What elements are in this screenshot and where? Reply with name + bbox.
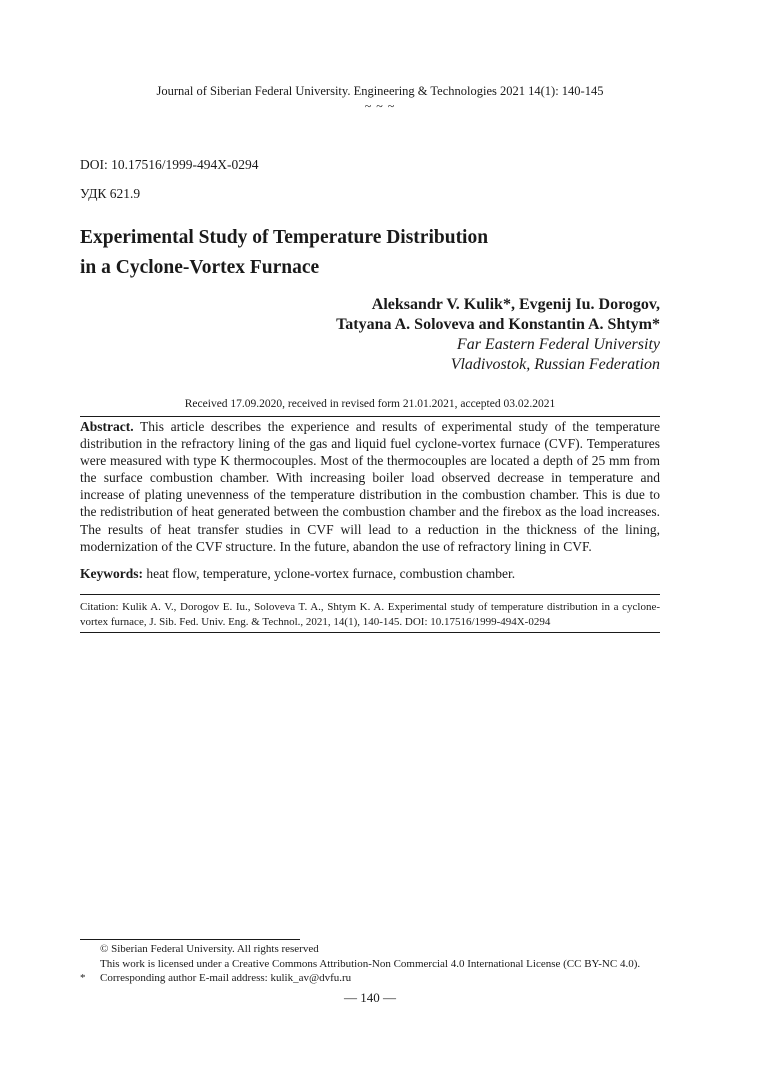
authors-line-1: Aleksandr V. Kulik*, Evgenij Iu. Dorogov, (371, 296, 660, 313)
title-line-1: Experimental Study of Temperature Distribution (80, 227, 489, 248)
corresponding-author-text: Corresponding author E-mail address: kulik_av@dvfu.ru (100, 972, 352, 984)
footnote-license (80, 957, 680, 972)
journal-header: Journal of Siberian Federal University. Engineering & Technologies 2021 14(1): 140-145 (156, 84, 604, 98)
citation-top-rule (80, 594, 660, 595)
citation-bottom-rule (80, 632, 660, 633)
paper-title (80, 223, 660, 283)
keywords (80, 565, 660, 582)
footnote-copyright (80, 942, 680, 957)
keywords-label: Keywords: (80, 566, 143, 581)
page-number: — 140 — (344, 990, 396, 1005)
doi: DOI: 10.17516/1999-494X-0294 (80, 157, 259, 172)
abstract (80, 418, 660, 555)
footnote-corresponding (80, 971, 680, 986)
asterisk-mark: * (80, 972, 86, 984)
abstract-top-rule (80, 416, 660, 417)
copyright-text: © Siberian Federal University. All rights reserved (100, 943, 319, 955)
footnotes (80, 942, 680, 986)
abstract-label: Abstract. (80, 419, 134, 434)
abstract-text: This article describes the experience and results of experimental study of the temperature distribution in the refractory lining of the gas and liquid fuel cyclone-vortex furnace (CVF). Temperatures were measured with type K thermocouples. Most of the thermocouples are located a depth of 25 mm from the surface combustion chamber. With increasing boiler load observed decrease in temperature and increase of plating unevenness of the temperature distribution in the combustion chamber. This is due to the redistribution of heat generated between the combustion chamber and the firebox as the load increases. The results of heat transfer studies in CVF will lead to a reduction in the thickness of the lining, modernization of the CVF structure. In the future, abandon the use of refractory lining in CVF. (80, 419, 660, 554)
affiliation-location: Vladivostok, Russian Federation (450, 356, 660, 373)
citation: Citation: Kulik A. V., Dorogov E. Iu., Soloveva T. A., Shtym K. A. Experimental study of temperature distribution in a cyclone-vortex furnace, J. Sib. Fed. Univ. Eng. & Technol., 2021, 14(1), 140-145. DOI: 10.17516/1999-494X-0294 (80, 601, 660, 628)
authors-block (100, 295, 660, 375)
received-dates: Received 17.09.2020, received in revised form 21.01.2021, accepted 03.02.2021 (184, 398, 556, 410)
footnote-rule (80, 939, 300, 940)
udc-code: УДК 621.9 (80, 186, 141, 201)
license-text: This work is licensed under a Creative Commons Attribution-Non Commercial 4.0 International License (CC BY-NC 4.0). (100, 957, 641, 970)
keywords-text: heat flow, temperature, yclone-vortex furnace, combustion chamber. (146, 566, 516, 581)
affiliation-university: Far Eastern Federal University (456, 336, 660, 353)
header-ornament: ~ ~ ~ (364, 99, 396, 113)
title-line-2: in a Cyclone-Vortex Furnace (80, 257, 320, 278)
authors-line-2: Tatyana A. Soloveva and Konstantin A. Shtym* (336, 316, 660, 333)
